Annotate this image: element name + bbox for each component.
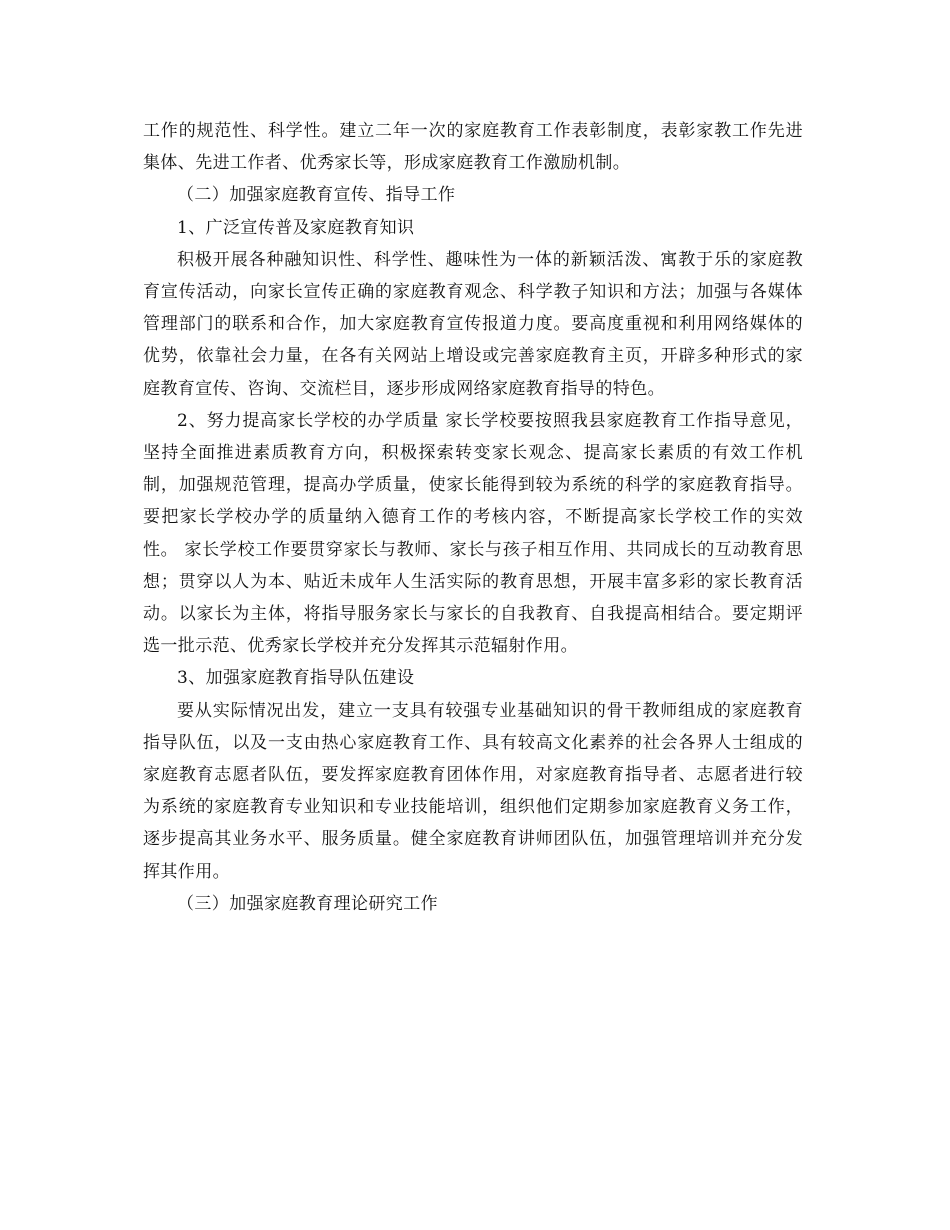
subheading-publicity: 1、广泛宣传普及家庭教育知识 — [177, 217, 415, 238]
paragraph-parent-school: 2、努力提高家长学校的办学质量 家长学校要按照我县家庭教育工作指导意见，坚持全面推进素质教育方向，积极探索转变家长观念、提高家长素质的有效工作机制，加强规范管理，提高办学质量，使家长能得到较为系统的科学的家庭教育指导。要把家长学校办学的质量纳入德育工作的考核内容，不断提高家长学校工作的实效性。 家长学校工作要贯穿家长与教师、家长与孩子相互作用、共同成长的互动教育思想；贯穿以人为本、贴近未成年人生活实际的教育思想，开展丰富多彩的家长教育活动。以家长为主体，将指导服务家长与家长的自我教育、自我提高相结合。要定期评选一批示范、优秀家长学校并充分发挥其示范辐射作用。 — [143, 410, 803, 657]
document-body — [143, 115, 803, 920]
section-heading-three: （三）加强家庭教育理论研究工作 — [177, 893, 438, 914]
paragraph-publicity: 积极开展各种融知识性、科学性、趣味性为一体的新颖活泼、寓教于乐的家庭教育宣传活动，向家长宣传正确的家庭教育观念、科学教子知识和方法；加强与各媒体管理部门的联系和合作，加大家庭教育宣传报道力度。要高度重视和利用网络媒体的优势，依靠社会力量，在各有关网站上增设或完善家庭教育主页，开辟多种形式的家庭教育宣传、咨询、交流栏目，逐步形成网络家庭教育指导的特色。 — [143, 249, 803, 399]
subheading-guidance-team: 3、加强家庭教育指导队伍建设 — [177, 668, 415, 689]
paragraph-continuation: 工作的规范性、科学性。建立二年一次的家庭教育工作表彰制度，表彰家教工作先进集体、先进工作者、优秀家长等，形成家庭教育工作激励机制。 — [143, 121, 803, 174]
section-heading-two: （二）加强家庭教育宣传、指导工作 — [177, 185, 456, 206]
paragraph-guidance-team: 要从实际情况出发，建立一支具有较强专业基础知识的骨干教师组成的家庭教育指导队伍，以及一支由热心家庭教育工作、具有较高文化素养的社会各界人士组成的家庭教育志愿者队伍，要发挥家庭教育团体作用，对家庭教育指导者、志愿者进行较为系统的家庭教育专业知识和专业技能培训，组织他们定期参加家庭教育义务工作，逐步提高其业务水平、服务质量。健全家庭教育讲师团队伍，加强管理培训并充分发挥其作用。 — [143, 700, 803, 882]
